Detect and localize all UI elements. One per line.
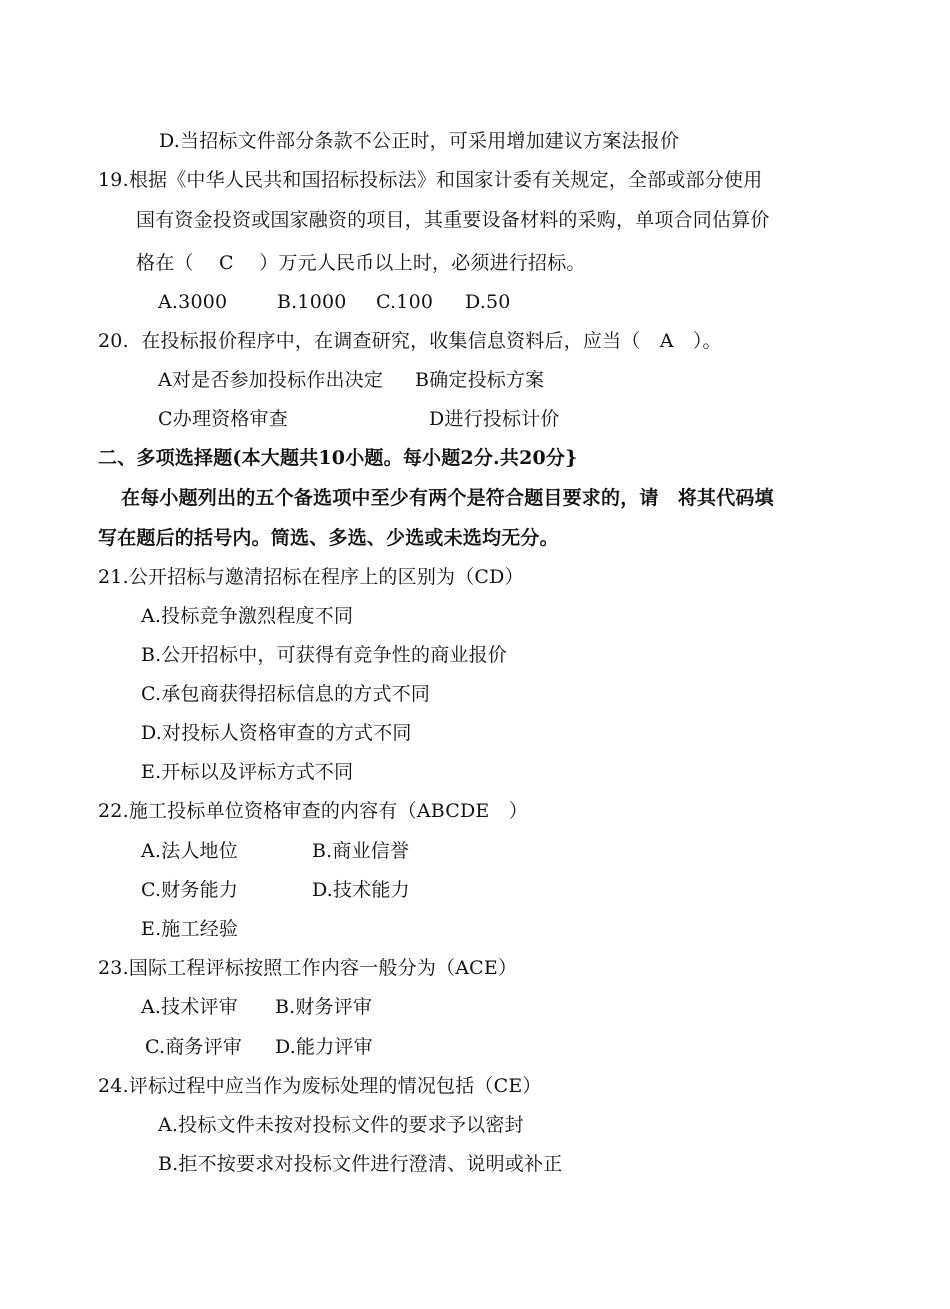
q23-option-d: D.能力评审 (275, 1036, 373, 1058)
q22-options-row-2 (141, 877, 541, 903)
q23-option-a: A.技术评审 (141, 996, 238, 1018)
q19-options-row (158, 289, 558, 315)
q19-option-d: D.50 (465, 291, 511, 313)
q23-options-row-1 (141, 994, 541, 1020)
q22-option-b: B.商业信誉 (312, 840, 410, 862)
q22-stem: 22.施工投标单位资格审查的内容有（ABCDE ） (98, 800, 528, 822)
q21-option-e: E.开标以及评标方式不同 (141, 761, 354, 783)
section-instruction-line-2: 写在题后的括号内。筒选、多选、少选或未选均无分。 (98, 527, 559, 549)
q20-option-d: D进行投标计价 (429, 408, 560, 430)
q22-options-row-1 (141, 838, 541, 864)
q19-stem-line-1: 19.根据《中华人民共和国招标投标法》和国家计委有关规定，全部或部分使用 (98, 169, 763, 191)
q22-option-d: D.技术能力 (312, 879, 410, 901)
q20-options-row-1 (158, 367, 638, 393)
q20-options-row-2 (158, 406, 638, 432)
q23-options-row-2 (145, 1034, 545, 1060)
q23-stem: 23.国际工程评标按照工作内容一般分为（ACE） (98, 957, 518, 979)
q24-option-b: B.拒不按要求对投标文件进行澄清、说明或补正 (158, 1153, 563, 1175)
q21-option-a: A.投标竞争激烈程度不同 (141, 605, 354, 627)
q20-option-c: C办理资格审查 (158, 408, 288, 430)
q19-stem-line-3: 格在（ C ）万元人民币以上时，必须进行招标。 (136, 252, 586, 274)
q22-option-a: A.法人地位 (141, 840, 238, 862)
q20-stem: 20. 在投标报价程序中，在调查研究，收集信息资料后，应当（ A ）。 (98, 330, 722, 352)
q21-option-d: D.对投标人资格审查的方式不同 (141, 722, 412, 744)
q20-option-b: B确定投标方案 (415, 369, 545, 391)
q21-option-b: B.公开招标中，可获得有竞争性的商业报价 (141, 644, 508, 666)
q22-option-c: C.财务能力 (141, 879, 239, 901)
q19-stem-line-2: 国有资金投资或国家融资的项目，其重要设备材料的采购，单项合同估算价 (136, 209, 770, 231)
q19-option-c: C.100 (376, 291, 434, 313)
q19-option-a: A.3000 (158, 291, 228, 313)
q24-option-a: A.投标文件未按对投标文件的要求予以密封 (158, 1114, 524, 1136)
q23-option-b: B.财务评审 (275, 996, 373, 1018)
section-heading: 二、多项选择题(本大题共10小题。每小题2分.共20分} (98, 447, 578, 469)
section-instruction-line-1: 在每小题列出的五个备选项中至少有两个是符合题目要求的，请 将其代码填 (121, 487, 774, 509)
q23-option-c: C.商务评审 (145, 1036, 243, 1058)
q24-stem: 24.评标过程中应当作为废标处理的情况包括（CE） (98, 1075, 542, 1097)
q20-option-a: A对是否参加投标作出决定 (158, 369, 384, 391)
q18-option-d: D.当招标文件部分条款不公正时，可采用增加建议方案法报价 (159, 130, 680, 152)
q21-option-c: C.承包商获得招标信息的方式不同 (141, 683, 431, 705)
q21-stem: 21.公开招标与邀清招标在程序上的区别为（CD） (98, 566, 524, 588)
q19-option-b: B.1000 (277, 291, 347, 313)
q22-option-e: E.施工经验 (141, 918, 239, 940)
